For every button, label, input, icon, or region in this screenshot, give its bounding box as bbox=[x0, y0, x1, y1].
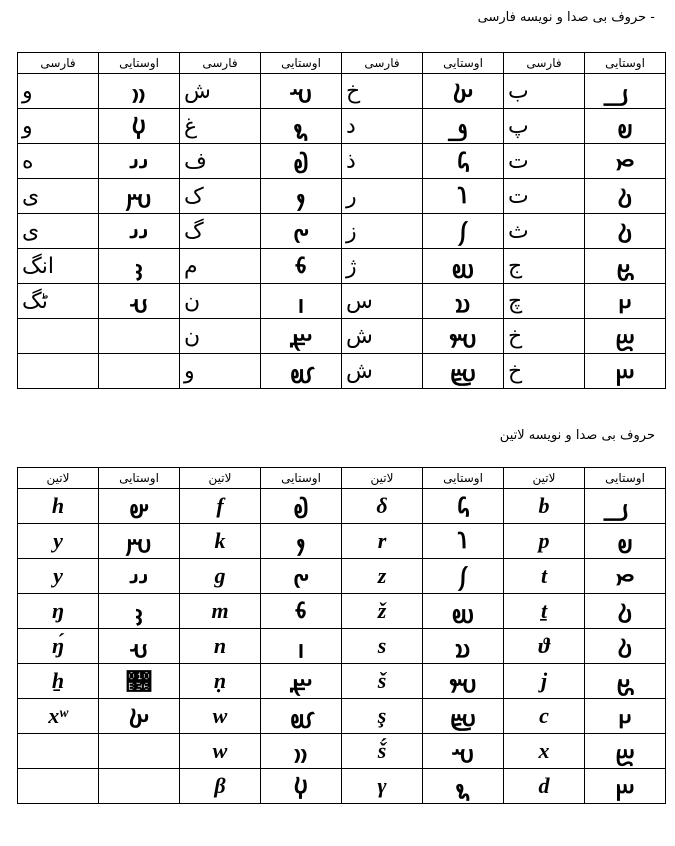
avestan-letter-cell: 𐬫 bbox=[99, 524, 180, 559]
avestan-letter-cell: 𐬣 bbox=[99, 284, 180, 319]
transliteration-cell bbox=[18, 354, 99, 389]
table-row bbox=[18, 319, 666, 354]
transliteration-cell: ŋ́ bbox=[18, 629, 99, 664]
avestan-letter-cell: 𐬲 bbox=[423, 249, 504, 284]
transliteration-cell: r bbox=[342, 524, 423, 559]
transliteration-cell: خ bbox=[504, 319, 585, 354]
column-header: فارسی bbox=[342, 53, 423, 74]
column-header: اوستایی bbox=[261, 468, 342, 489]
transliteration-cell: g bbox=[180, 559, 261, 594]
avestan-letter-cell: 𐬚 bbox=[585, 179, 666, 214]
transliteration-cell: ن bbox=[180, 319, 261, 354]
avestan-letter-cell: 𐬔 bbox=[261, 559, 342, 594]
avestan-letter-cell: 𐬌𐬌 bbox=[99, 214, 180, 249]
avestan-letter-cell: 𐬜 bbox=[423, 144, 504, 179]
transliteration-cell: ϑ bbox=[504, 629, 585, 664]
avestan-letter-cell: 𐬶 bbox=[99, 664, 180, 699]
avestan-letter-cell: 𐬨 bbox=[261, 249, 342, 284]
transliteration-cell: δ bbox=[342, 489, 423, 524]
avestan-letter-cell: 𐬎𐬎 bbox=[261, 734, 342, 769]
column-header: اوستایی bbox=[423, 53, 504, 74]
transliteration-cell: ج bbox=[504, 249, 585, 284]
avestan-letter-cell: 𐬳 bbox=[423, 664, 504, 699]
avestan-letter-cell: 𐬎𐬎 bbox=[99, 74, 180, 109]
avestan-letter-cell: 𐬡 bbox=[261, 354, 342, 389]
avestan-letter-cell: 𐬑 bbox=[423, 74, 504, 109]
table-row bbox=[18, 769, 666, 804]
transliteration-cell: و bbox=[18, 109, 99, 144]
transliteration-cell: t bbox=[504, 559, 585, 594]
transliteration-cell: n bbox=[180, 629, 261, 664]
avestan-letter-cell: 𐬞 bbox=[585, 109, 666, 144]
avestan-letter-cell: 𐬒 bbox=[585, 734, 666, 769]
transliteration-cell: j bbox=[504, 664, 585, 699]
transliteration-cell: ز bbox=[342, 214, 423, 249]
table-row bbox=[18, 559, 666, 594]
avestan-letter-cell: 𐬧 bbox=[261, 319, 342, 354]
avestan-letter-cell: 𐬧 bbox=[261, 664, 342, 699]
table-row bbox=[18, 284, 666, 319]
avestan-letter-cell: 𐬜 bbox=[423, 489, 504, 524]
transliteration-cell: ه bbox=[18, 144, 99, 179]
transliteration-cell: ی bbox=[18, 214, 99, 249]
transliteration-cell: y bbox=[18, 559, 99, 594]
column-header: فارسی bbox=[18, 53, 99, 74]
avestan-letter-cell bbox=[99, 319, 180, 354]
table-row bbox=[18, 489, 666, 524]
avestan-letter-cell: 𐬐 bbox=[261, 179, 342, 214]
table-body bbox=[18, 74, 666, 389]
avestan-letter-cell bbox=[99, 769, 180, 804]
avestan-letter-cell: 𐬟 bbox=[261, 144, 342, 179]
avestan-letter-cell: 𐬯 bbox=[423, 629, 504, 664]
transliteration-cell: ن bbox=[180, 284, 261, 319]
avestan-letter-cell: 𐬢 bbox=[99, 249, 180, 284]
avestan-letter-cell: 𐬙 bbox=[585, 559, 666, 594]
avestan-letter-cell: 𐬥 bbox=[261, 629, 342, 664]
transliteration-cell: w bbox=[180, 734, 261, 769]
transliteration-cell: f bbox=[180, 489, 261, 524]
transliteration-cell: w bbox=[180, 699, 261, 734]
transliteration-cell: x bbox=[504, 734, 585, 769]
avestan-letter-cell: 𐬞 bbox=[585, 524, 666, 559]
column-header: اوستایی bbox=[99, 468, 180, 489]
column-header: لاتین bbox=[342, 468, 423, 489]
transliteration-cell: β bbox=[180, 769, 261, 804]
column-header: لاتین bbox=[18, 468, 99, 489]
column-header: لاتین bbox=[504, 468, 585, 489]
transliteration-cell: m bbox=[180, 594, 261, 629]
transliteration-cell: š́ bbox=[342, 734, 423, 769]
avestan-letter-cell: 𐬰 bbox=[423, 559, 504, 594]
transliteration-cell: y bbox=[18, 524, 99, 559]
avestan-letter-cell: 𐬴 bbox=[423, 354, 504, 389]
transliteration-cell: خ bbox=[504, 354, 585, 389]
avestan-letter-cell: 𐬱 bbox=[261, 74, 342, 109]
transliteration-cell: ت bbox=[504, 144, 585, 179]
transliteration-cell: b bbox=[504, 489, 585, 524]
table-row bbox=[18, 74, 666, 109]
transliteration-cell: چ bbox=[504, 284, 585, 319]
column-header: اوستایی bbox=[585, 468, 666, 489]
avestan-letter-cell: 𐬙 bbox=[585, 144, 666, 179]
transliteration-cell: ذ bbox=[342, 144, 423, 179]
table-row bbox=[18, 249, 666, 284]
avestan-letter-cell: 𐬨 bbox=[261, 594, 342, 629]
transliteration-cell: ṇ bbox=[180, 664, 261, 699]
avestan-letter-cell: 𐬠 bbox=[585, 74, 666, 109]
avestan-letter-cell: 𐬚 bbox=[585, 594, 666, 629]
avestan-letter-cell: 𐬰 bbox=[423, 214, 504, 249]
avestan-letter-cell: 𐬥 bbox=[261, 284, 342, 319]
transliteration-cell: ف bbox=[180, 144, 261, 179]
table-header-row bbox=[18, 53, 666, 74]
avestan-letter-cell: 𐬗 bbox=[585, 284, 666, 319]
avestan-letter-cell: 𐬑 bbox=[99, 699, 180, 734]
avestan-letter-cell: 𐬘 bbox=[585, 664, 666, 699]
transliteration-cell: و bbox=[180, 354, 261, 389]
transliteration-cell: د bbox=[342, 109, 423, 144]
transliteration-cell: گ bbox=[180, 214, 261, 249]
column-header: اوستایی bbox=[99, 53, 180, 74]
avestan-letter-cell bbox=[99, 734, 180, 769]
transliteration-cell: س bbox=[342, 284, 423, 319]
avestan-letter-cell: 𐬛 bbox=[423, 109, 504, 144]
table-row bbox=[18, 734, 666, 769]
table-row bbox=[18, 629, 666, 664]
avestan-letter-cell: 𐬚 bbox=[585, 214, 666, 249]
transliteration-cell: d bbox=[504, 769, 585, 804]
transliteration-cell: ب bbox=[504, 74, 585, 109]
avestan-letter-cell: 𐬘 bbox=[585, 249, 666, 284]
avestan-letter-cell: 𐬓 bbox=[585, 769, 666, 804]
transliteration-cell: ẖ bbox=[18, 664, 99, 699]
transliteration-cell: ک bbox=[180, 179, 261, 214]
table-row bbox=[18, 109, 666, 144]
section2-title: حروف بی صدا و نویسه لاتین bbox=[499, 428, 655, 443]
table-row bbox=[18, 144, 666, 179]
section1-title: - حروف بی صدا و نویسه فارسی bbox=[477, 10, 655, 25]
transliteration-cell: k bbox=[180, 524, 261, 559]
transliteration-cell: و bbox=[18, 74, 99, 109]
column-header: اوستایی bbox=[585, 53, 666, 74]
table-row bbox=[18, 524, 666, 559]
table-row bbox=[18, 664, 666, 699]
transliteration-cell: ş bbox=[342, 699, 423, 734]
table-header-row bbox=[18, 468, 666, 489]
avestan-letter-cell: 𐬳 bbox=[423, 319, 504, 354]
avestan-letter-cell: 𐬬 bbox=[99, 109, 180, 144]
persian-table bbox=[17, 52, 666, 389]
table-body bbox=[18, 489, 666, 804]
avestan-letter-cell: 𐬭 bbox=[423, 179, 504, 214]
avestan-letter-cell: 𐬬 bbox=[261, 769, 342, 804]
transliteration-cell bbox=[18, 734, 99, 769]
transliteration-cell: ش bbox=[342, 354, 423, 389]
transliteration-cell: ی bbox=[18, 179, 99, 214]
avestan-letter-cell: 𐬱 bbox=[423, 734, 504, 769]
avestan-letter-cell: 𐬒 bbox=[585, 319, 666, 354]
transliteration-cell: ž bbox=[342, 594, 423, 629]
transliteration-cell: ڻگ bbox=[18, 284, 99, 319]
avestan-letter-cell: 𐬲 bbox=[423, 594, 504, 629]
avestan-letter-cell: 𐬠 bbox=[585, 489, 666, 524]
transliteration-cell bbox=[18, 319, 99, 354]
table-row bbox=[18, 594, 666, 629]
transliteration-cell bbox=[18, 769, 99, 804]
avestan-letter-cell: 𐬣 bbox=[99, 629, 180, 664]
transliteration-cell: ŋ bbox=[18, 594, 99, 629]
transliteration-cell: p bbox=[504, 524, 585, 559]
column-header: فارسی bbox=[504, 53, 585, 74]
column-header: اوستایی bbox=[261, 53, 342, 74]
transliteration-cell: پ bbox=[504, 109, 585, 144]
avestan-letter-cell: 𐬗 bbox=[585, 699, 666, 734]
transliteration-cell: ت bbox=[504, 179, 585, 214]
transliteration-cell: ṯ bbox=[504, 594, 585, 629]
transliteration-cell: xʷ bbox=[18, 699, 99, 734]
table-row bbox=[18, 354, 666, 389]
avestan-letter-cell: 𐬚 bbox=[585, 629, 666, 664]
column-header: فارسی bbox=[180, 53, 261, 74]
transliteration-cell: ش bbox=[180, 74, 261, 109]
table-row bbox=[18, 179, 666, 214]
transliteration-cell: h bbox=[18, 489, 99, 524]
transliteration-cell: غ bbox=[180, 109, 261, 144]
avestan-letter-cell: 𐬔 bbox=[261, 214, 342, 249]
avestan-letter-cell: 𐬓 bbox=[585, 354, 666, 389]
table-row bbox=[18, 699, 666, 734]
transliteration-cell: ژ bbox=[342, 249, 423, 284]
transliteration-cell: š bbox=[342, 664, 423, 699]
transliteration-cell: ش bbox=[342, 319, 423, 354]
avestan-letter-cell: 𐬖 bbox=[423, 769, 504, 804]
avestan-letter-cell: 𐬖 bbox=[261, 109, 342, 144]
avestan-letter-cell: 𐬯 bbox=[423, 284, 504, 319]
transliteration-cell: ث bbox=[504, 214, 585, 249]
column-header: اوستایی bbox=[423, 468, 504, 489]
transliteration-cell: انگ bbox=[18, 249, 99, 284]
transliteration-cell: z bbox=[342, 559, 423, 594]
transliteration-cell: γ bbox=[342, 769, 423, 804]
avestan-letter-cell: 𐬢 bbox=[99, 594, 180, 629]
column-header: لاتین bbox=[180, 468, 261, 489]
transliteration-cell: م bbox=[180, 249, 261, 284]
transliteration-cell: ر bbox=[342, 179, 423, 214]
avestan-letter-cell: 𐬌𐬌 bbox=[99, 559, 180, 594]
avestan-letter-cell: 𐬟 bbox=[261, 489, 342, 524]
latin-table bbox=[17, 467, 666, 804]
transliteration-cell: c bbox=[504, 699, 585, 734]
avestan-letter-cell: 𐬴 bbox=[423, 699, 504, 734]
table-row bbox=[18, 214, 666, 249]
transliteration-cell: s bbox=[342, 629, 423, 664]
avestan-letter-cell: 𐬫 bbox=[99, 179, 180, 214]
avestan-letter-cell: 𐬭 bbox=[423, 524, 504, 559]
avestan-letter-cell: 𐬐 bbox=[261, 524, 342, 559]
avestan-letter-cell: 𐬌𐬌 bbox=[99, 144, 180, 179]
avestan-letter-cell: 𐬡 bbox=[261, 699, 342, 734]
transliteration-cell: خ bbox=[342, 74, 423, 109]
avestan-letter-cell bbox=[99, 354, 180, 389]
avestan-letter-cell: 𐬵 bbox=[99, 489, 180, 524]
